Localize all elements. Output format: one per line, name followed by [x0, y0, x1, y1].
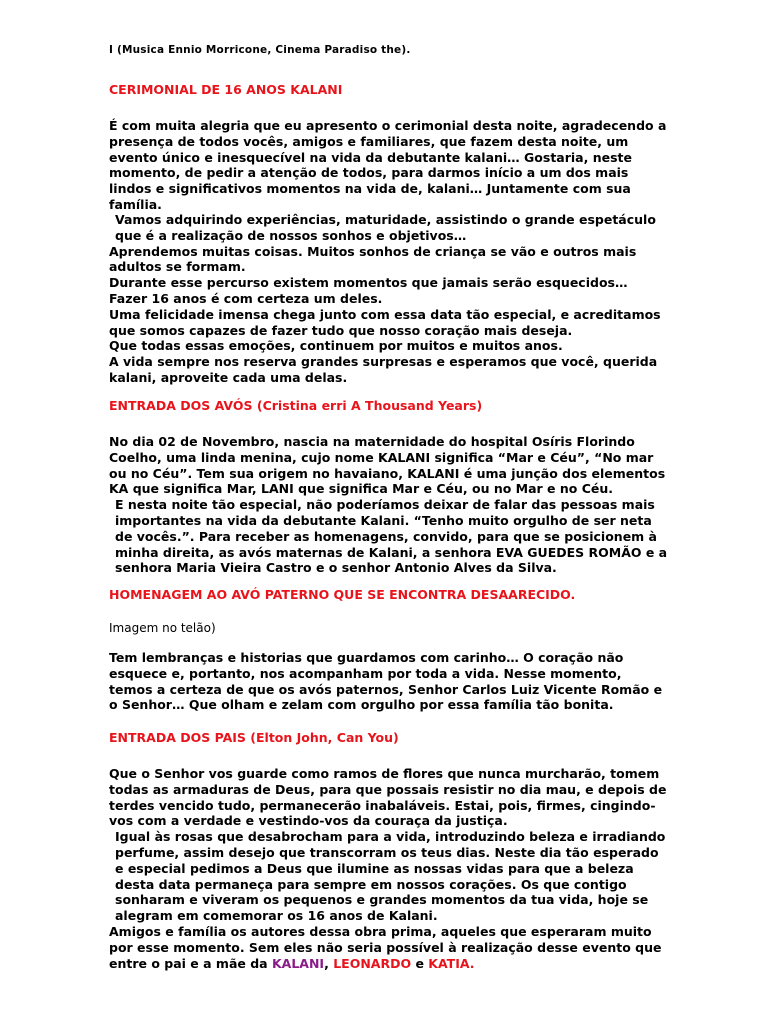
section-heading-pais: [109, 730, 399, 745]
blessing-text: Que o Senhor vos guarde como ramos de flores que nunca murcharão, tomem todas as armaduras de Deus, para que possais resistir no dia mau, e depois de terdes vencido tudo, permanecerão inabaláveis. Estai, pois, firmes, cingindo-vos com a verdade e vestindo-vos da couraça da justiça.: [109, 766, 667, 829]
text-line: Durante esse percurso existem momentos que jamais serão esquecidos…: [109, 275, 628, 291]
avo-paterno-paragraph: [109, 650, 669, 713]
section-heading-cerimonial: CERIMONIAL DE 16 ANOS KALANI: [109, 82, 343, 97]
heading-music: (Cristina erri A Thousand Years): [256, 398, 483, 413]
separator: e: [411, 955, 429, 971]
heading-music: (Elton John, Can You): [250, 730, 399, 745]
section-heading-avo-paterno: HOMENAGEM AO AVÓ PATERNO QUE SE ENCONTRA DESAARECIDO.: [109, 587, 576, 602]
intro-paragraph: [109, 118, 669, 213]
birth-text: No dia 02 de Novembro, nascia na maternidade do hospital Osíris Florindo Coelho, uma linda menina, cujo nome KALANI significa “Mar e Céu”, “No mar ou no Céu”. Tem sua origem no havaiano, KALANI é uma junção dos elementos KA que significa Mar, LANI que significa Mar e Céu, ou no Mar e no Céu.: [109, 434, 666, 497]
intro-text: É com muita alegria que eu apresento o cerimonial desta noite, agradecendo a presença de todos vocês, amigos e familiares, que fazem desta noite, um evento único e inesquecível na vida da debutante kalani… Gostaria, neste momento, de pedir a atenção de todos, para darmos início a um dos mais lindos e significativos momentos na vida de, kalani… Juntamente com sua família.: [109, 118, 667, 212]
text-line: Aprendemos muitas coisas. Muitos sonhos de criança se vão e outros mais adultos se formam.: [109, 243, 637, 275]
separator: ,: [324, 955, 334, 971]
homage-text: E nesta noite tão especial, não poderíamos deixar de falar das pessoas mais importantes na vida da debutante Kalani. “Tenho muito orgulho de ser neta de vocês.”. Para receber as homenagens, convido, para que se posicionem à minha direita, as avós maternas de Kalani, a senhora EVA GUEDES ROMÃO e a senhora Maria Vieira Castro e o senhor Antonio Alves da Silva.: [115, 497, 668, 576]
heading-title: ENTRADA DOS PAIS: [109, 730, 246, 745]
name-leonardo: LEONARDO: [333, 955, 412, 971]
section-heading-avos: [109, 398, 482, 413]
text-line: Vamos adquirindo experiências, maturidade, assistindo o grande espetáculo que é a realização de nossos sonhos e objetivos…: [115, 212, 656, 243]
reflection-lines: [109, 212, 669, 386]
avos-paragraph: [109, 434, 669, 576]
text-line: Fazer 16 anos é com certeza um deles.: [109, 290, 383, 306]
text-line: Uma felicidade imensa chega junto com essa data tão especial, e acreditamos que somos capazes de fazer tudo que nosso coração mais deseja.: [109, 306, 661, 338]
text-line: A vida sempre nos reserva grandes surpresas e esperamos que você, querida kalani, aproveite cada uma delas.: [109, 354, 658, 385]
telao-note: Imagem no telão): [109, 621, 216, 635]
music-note-line: I (Musica Ennio Morricone, Cinema Paradiso the).: [109, 44, 411, 56]
heading-title: ENTRADA DOS AVÓS: [109, 398, 253, 413]
pais-paragraph: [109, 766, 669, 971]
family-text: [109, 924, 669, 971]
name-katia: KATIA.: [428, 955, 475, 971]
family-text-start: Amigos e família os autores dessa obra prima, aqueles que esperaram muito por esse momento. Sem eles não seria possível à realização desse evento que entre o pai e a mãe da: [109, 923, 662, 971]
roses-text: Igual às rosas que desabrocham para a vida, introduzindo beleza e irradiando perfume, assim desejo que transcorram os teus dias. Neste dia tão esperado e especial pedimos a Deus que ilumine as nossas vidas para que a beleza desta data permaneça para sempre em nossos corações. Os que contigo sonharam e viveram os pequenos e grandes momentos da tua vida, hoje se alegram em comemorar os 16 anos de Kalani.: [115, 829, 666, 924]
memory-text: Tem lembranças e historias que guardamos com carinho… O coração não esquece e, portanto, nos acompanham por toda a vida. Nesse momento, temos a certeza de que os avós paternos, Senhor Carlos Luiz Vicente Romão e o Senhor… Que olham e zelam com orgulho por essa família tão bonita.: [109, 650, 663, 713]
name-kalani: KALANI: [271, 955, 325, 971]
text-line: Que todas essas emoções, continuem por muitos e muitos anos.: [109, 338, 563, 354]
